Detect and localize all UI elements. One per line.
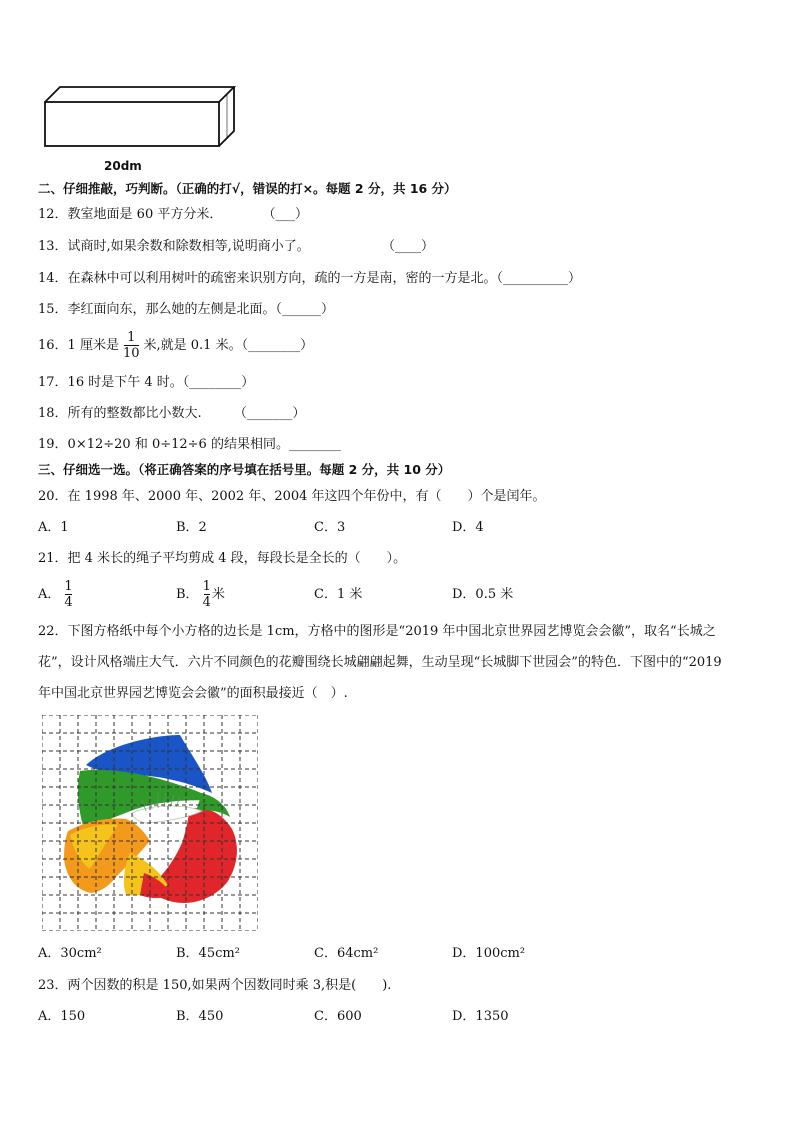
q20-option-d[interactable]: D．4 xyxy=(452,520,484,535)
q20-option-a[interactable]: A．1 xyxy=(38,520,69,535)
q23-option-c[interactable]: C．600 xyxy=(314,1009,362,1024)
question-15: 15．李红面向东，那么她的左侧是北面。（______） xyxy=(38,302,335,317)
q22-option-d[interactable]: D．100cm² xyxy=(452,946,526,961)
fraction-denominator: 4 xyxy=(64,595,73,610)
question-12 xyxy=(38,206,308,224)
question-16 xyxy=(38,328,313,364)
question-16-prefix: 16．1 厘米是 xyxy=(38,338,119,353)
section2-heading: 二、仔细推敲，巧判断。（正确的打√，错误的打×。每题 2 分，共 16 分） xyxy=(38,181,457,196)
fraction-numerator: 1 xyxy=(127,330,136,345)
question-20: 20．在 1998 年、2000 年、2002 年、2004 年这四个年份中，有（ ）个是闰年。 xyxy=(38,489,546,504)
question-22-line-3: 年中国北京世界园艺博览会会徽”的面积最接近（ ）. xyxy=(38,686,348,701)
q21-option-b-label: B． xyxy=(176,587,199,602)
question-17: 17．16 时是下午 4 时。（________） xyxy=(38,375,255,390)
fraction-one-tenth xyxy=(123,330,140,361)
question-16-suffix: 米,就是 0.1 米。（________） xyxy=(143,338,314,353)
cuboid-figure xyxy=(38,82,243,154)
question-18-text: 18．所有的整数都比小数大. xyxy=(38,406,202,421)
fraction-numerator: 1 xyxy=(64,579,73,594)
question-12-answer-paren[interactable]: （___） xyxy=(262,207,309,222)
q22-option-b[interactable]: B．45cm² xyxy=(176,946,240,961)
q22-option-c[interactable]: C．64cm² xyxy=(314,946,379,961)
question-18 xyxy=(38,405,305,423)
q22-option-a[interactable]: A．30cm² xyxy=(38,946,102,961)
q21-option-b[interactable] xyxy=(176,577,225,613)
question-23: 23．两个因数的积是 150,如果两个因数同时乘 3,积是( ). xyxy=(38,978,392,993)
expo-emblem-grid-figure xyxy=(40,713,262,933)
q21-option-d[interactable]: D．0.5 米 xyxy=(452,587,514,602)
q23-option-a[interactable]: A．150 xyxy=(38,1009,86,1024)
question-22-line-2: 花”，设计风格端庄大气．六片不同颜色的花瓣围绕长城翩翩起舞，生动呈现“长城脚下世园会”的特色．下图中的“2019 xyxy=(38,655,722,670)
question-18-answer-paren[interactable]: （_______） xyxy=(233,406,306,421)
q21-option-a-label: A． xyxy=(38,587,61,602)
question-14: 14．在森林中可以利用树叶的疏密来识别方向，疏的一方是南，密的一方是北。（__________） xyxy=(38,271,582,286)
q21-option-b-unit: 米 xyxy=(211,587,225,602)
fraction-numerator: 1 xyxy=(202,579,211,594)
q23-option-b[interactable]: B．450 xyxy=(176,1009,224,1024)
fraction-denominator: 4 xyxy=(202,595,211,610)
q21-option-c[interactable]: C．1 米 xyxy=(314,587,363,602)
q20-option-c[interactable]: C．3 xyxy=(314,520,346,535)
q21-option-a[interactable] xyxy=(38,577,77,613)
cuboid-length-label: 20dm xyxy=(104,159,142,173)
question-13-answer-paren[interactable]: （____） xyxy=(381,239,434,254)
section3-heading: 三、仔细选一选。（将正确答案的序号填在括号里。每题 2 分，共 10 分） xyxy=(38,462,451,477)
question-19: 19．0×12÷20 和 0÷12÷6 的结果相同。________ xyxy=(38,437,341,452)
q23-option-d[interactable]: D．1350 xyxy=(452,1009,509,1024)
q20-option-b[interactable]: B．2 xyxy=(176,520,207,535)
question-12-text: 12．教室地面是 60 平方分米． xyxy=(38,207,223,222)
fraction-one-quarter-b xyxy=(203,579,211,610)
question-22-line-1: 22．下图方格纸中每个小方格的边长是 1cm，方格中的图形是“2019 年中国北京世界园艺博览会会徽”，取名“长城之 xyxy=(38,624,716,639)
fraction-denominator: 10 xyxy=(122,346,140,361)
fraction-one-quarter-a xyxy=(64,579,72,610)
question-13 xyxy=(38,238,434,256)
question-13-text: 13．试商时,如果余数和除数相等,说明商小了。 xyxy=(38,239,310,254)
question-21: 21．把 4 米长的绳子平均剪成 4 段，每段长是全长的（ ）。 xyxy=(38,551,407,566)
